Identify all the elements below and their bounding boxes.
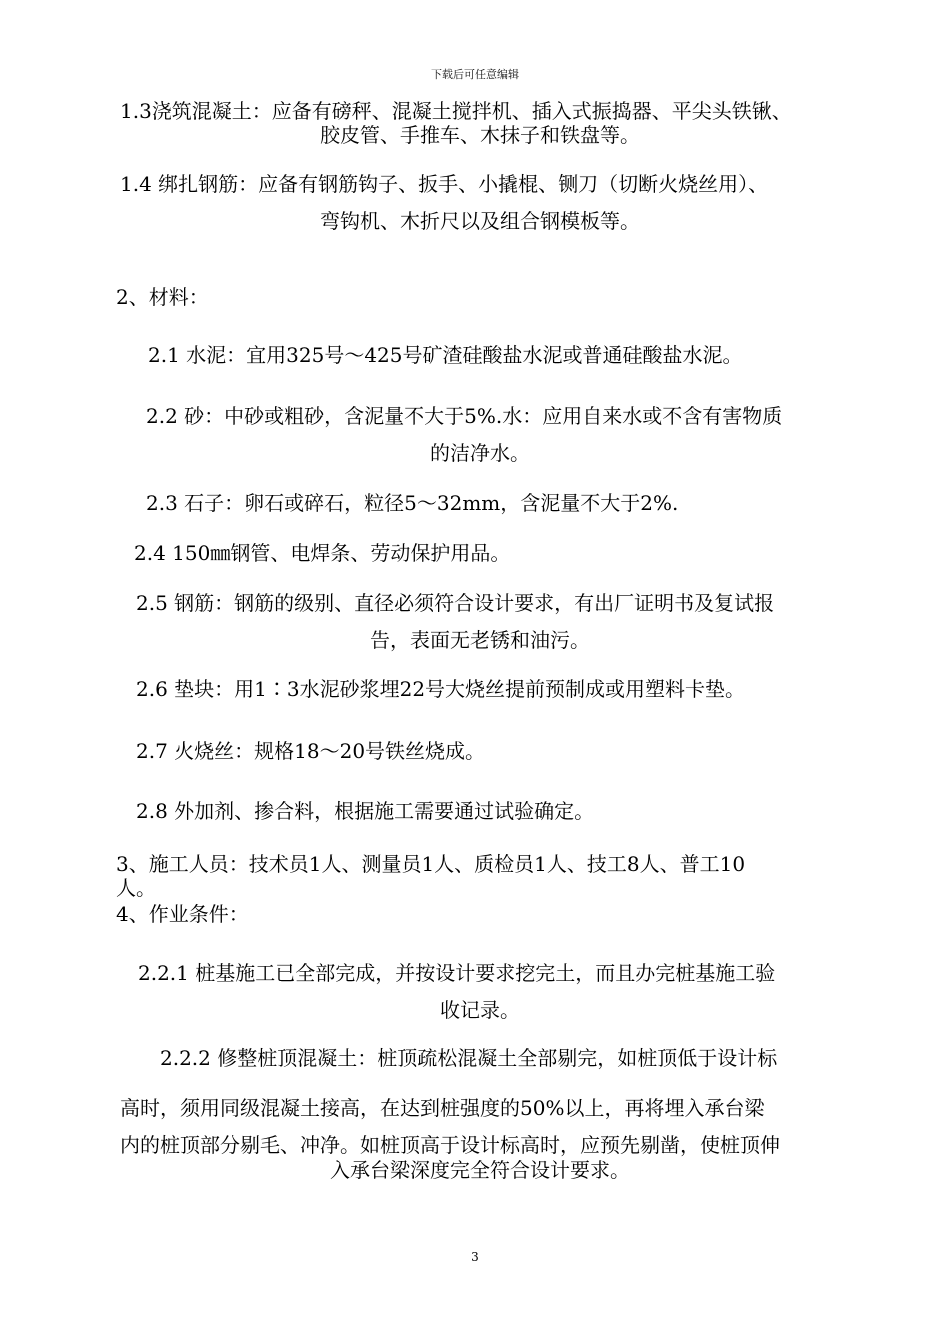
paragraph-line: 3、施工人员：技术员1人、测量员1人、质检员1人、技工8人、普工10 — [116, 852, 746, 876]
section-heading: 2、材料： — [116, 285, 209, 309]
paragraph-line: 2.8 外加剂、掺合料，根据施工需要通过试验确定。 — [136, 799, 595, 823]
paragraph-line: 2.6 垫块：用1∶3水泥砂浆埋22号大烧丝提前预制成或用塑料卡垫。 — [136, 677, 746, 701]
paragraph-line: 收记录。 — [440, 998, 520, 1022]
paragraph-line: 2.1 水泥：宜用325号～425号矿渣硅酸盐水泥或普通硅酸盐水泥。 — [148, 343, 743, 367]
paragraph-line: 人。 — [116, 876, 156, 900]
paragraph-line: 2.7 火烧丝：规格18～20号铁丝烧成。 — [136, 739, 486, 763]
section-heading: 4、作业条件： — [116, 902, 249, 926]
paragraph-line: 弯钩机、木折尺以及组合钢模板等。 — [320, 209, 640, 233]
paragraph-line: 告，表面无老锈和油污。 — [370, 628, 590, 652]
paragraph-line: 2.2.1 桩基施工已全部完成，并按设计要求挖完土，而且办完桩基施工验 — [138, 961, 776, 985]
paragraph-line: 胶皮管、手推车、木抹子和铁盘等。 — [320, 123, 640, 147]
paragraph-line: 1.4 绑扎钢筋：应备有钢筋钩子、扳手、小撬棍、铡刀（切断火烧丝用）、 — [120, 172, 769, 196]
paragraph-line: 的洁净水。 — [430, 441, 530, 465]
paragraph-line: 2.5 钢筋：钢筋的级别、直径必须符合设计要求，有出厂证明书及复试报 — [136, 591, 775, 615]
paragraph-line: 内的桩顶部分剔毛、冲净。如桩顶高于设计标高时，应预先剔凿，使桩顶伸 — [120, 1133, 780, 1157]
paragraph-line: 2.2 砂：中砂或粗砂，含泥量不大于5%.水：应用自来水或不含有害物质 — [146, 404, 783, 428]
paragraph-line: 1.3浇筑混凝土：应备有磅秤、混凝土搅拌机、插入式振捣器、平尖头铁锹、 — [120, 99, 792, 123]
paragraph-line: 2.3 石子：卵石或碎石，粒径5～32mm，含泥量不大于2%. — [146, 491, 679, 515]
page-number: 3 — [471, 1250, 479, 1264]
page-header: 下载后可任意编辑 — [431, 68, 519, 81]
paragraph-line: 高时，须用同级混凝土接高，在达到桩强度的50%以上，再将埋入承台梁 — [120, 1096, 765, 1120]
paragraph-line: 2.4 150㎜钢管、电焊条、劳动保护用品。 — [134, 541, 511, 565]
paragraph-line: 入承台梁深度完全符合设计要求。 — [330, 1158, 630, 1182]
paragraph-line: 2.2.2 修整桩顶混凝土：桩顶疏松混凝土全部剔完，如桩顶低于设计标 — [160, 1046, 778, 1070]
